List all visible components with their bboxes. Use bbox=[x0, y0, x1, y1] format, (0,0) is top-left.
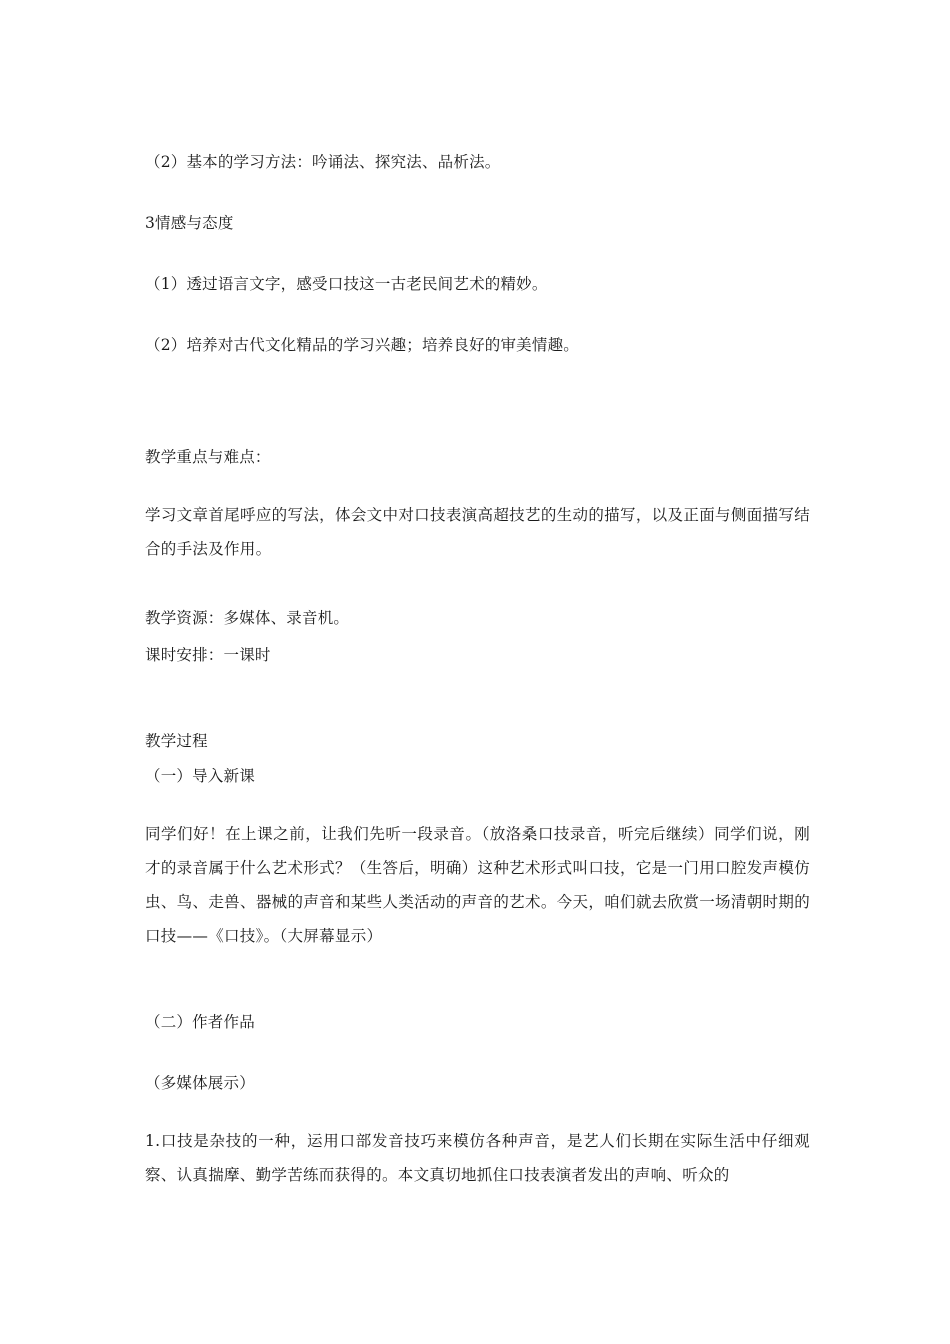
step-1-heading: （一）导入新课 bbox=[145, 767, 255, 785]
class-schedule: 课时安排：一课时 bbox=[145, 646, 271, 664]
step-2-note: （多媒体展示） bbox=[145, 1074, 255, 1092]
teaching-resources: 教学资源：多媒体、录音机。 bbox=[145, 609, 350, 627]
step-2-item-1: 1.口技是杂技的一种，运用口部发音技巧来模仿各种声音，是艺人们长期在实际生活中仔细观察、认真揣摩、勤学苦练而获得的。本文真切地抓住口技表演者发出的声响、听众的 bbox=[145, 1132, 810, 1184]
teaching-process-heading: 教学过程 bbox=[145, 732, 208, 750]
learning-method-item-2: （2）基本的学习方法：吟诵法、探究法、品析法。 bbox=[145, 153, 501, 171]
step-1-text: 同学们好！在上课之前，让我们先听一段录音。（放洛桑口技录音，听完后继续）同学们说，刚才的录音属于什么艺术形式？（生答后，明确）这种艺术形式叫口技，它是一门用口腔发声模仿虫、鸟、走兽、器械的声音和某些人类活动的声音的艺术。今天，咱们就去欣赏一场清朝时期的口技——《口技》。（大屏幕显示） bbox=[145, 825, 810, 945]
emotion-item-1: （1）透过语言文字，感受口技这一古老民间艺术的精妙。 bbox=[145, 275, 548, 293]
step-2-heading: （二）作者作品 bbox=[145, 1013, 255, 1031]
key-points-text: 学习文章首尾呼应的写法，体会文中对口技表演高超技艺的生动的描写，以及正面与侧面描写结合的手法及作用。 bbox=[145, 506, 810, 558]
key-points-heading: 教学重点与难点： bbox=[145, 448, 271, 466]
emotion-item-2: （2）培养对古代文化精品的学习兴趣；培养良好的审美情趣。 bbox=[145, 336, 579, 354]
section-3-heading: 3情感与态度 bbox=[145, 214, 234, 232]
